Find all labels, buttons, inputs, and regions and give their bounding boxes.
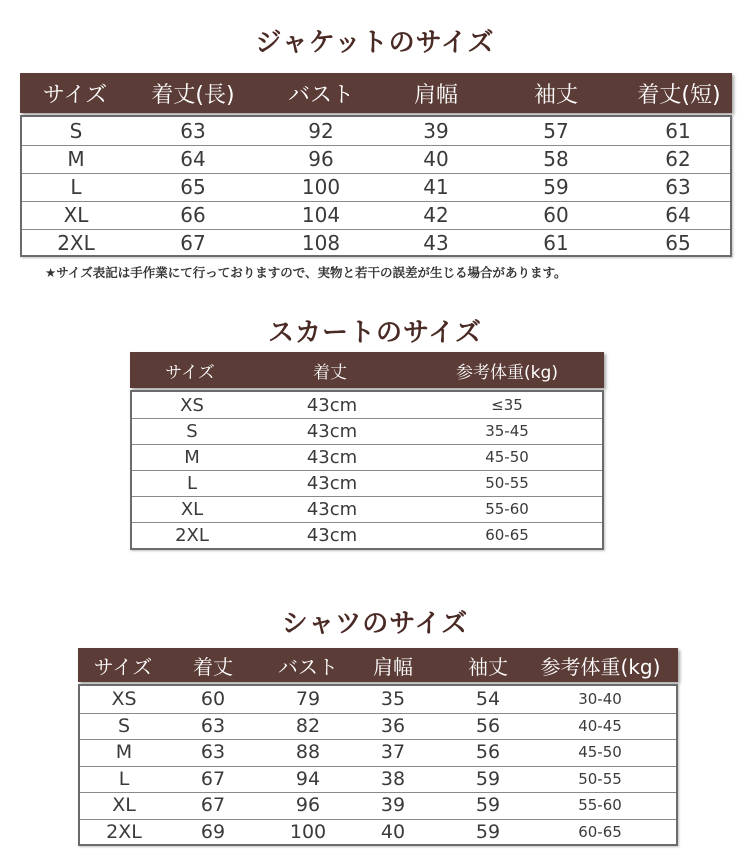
shirt-col-shoulder: 肩幅: [373, 654, 413, 679]
skirt-table: [130, 390, 604, 550]
skirt-cell: 43cm: [306, 472, 358, 494]
jacket-cell: 59: [543, 175, 569, 199]
jacket-cell: 61: [665, 119, 691, 143]
jacket-cell: 67: [180, 231, 206, 255]
jacket-cell: 61: [543, 231, 569, 255]
skirt-cell: ≤35: [491, 396, 523, 414]
table-row: [80, 792, 676, 820]
shirt-col-sleeve: 袖丈: [468, 654, 508, 679]
table-row: [22, 201, 730, 230]
shirt-cell: 67: [200, 767, 226, 790]
shirt-cell: M: [115, 741, 133, 764]
shirt-cell: 63: [200, 714, 226, 737]
skirt-cell: 43cm: [306, 394, 358, 416]
table-row: [132, 470, 602, 497]
jacket-title: ジャケットのサイズ: [255, 28, 495, 58]
shirt-cell: 35: [380, 688, 406, 711]
shirt-cell: 94: [295, 767, 321, 790]
shirt-cell: 96: [295, 794, 321, 817]
shirt-cell: 30-40: [578, 690, 622, 709]
shirt-cell: 50-55: [578, 769, 622, 788]
shirt-cell: 45-50: [578, 743, 622, 762]
table-row: [132, 522, 602, 548]
table-row: [80, 819, 676, 846]
table-row: [22, 229, 730, 257]
table-row: [80, 686, 676, 714]
jacket-header-row: [20, 73, 732, 113]
jacket-cell: 92: [308, 119, 334, 143]
shirt-cell: XL: [112, 794, 136, 817]
shirt-cell: 54: [475, 688, 501, 711]
shirt-cell: 59: [475, 794, 501, 817]
skirt-cell: 60-65: [485, 526, 529, 544]
shirt-cell: 38: [380, 767, 406, 790]
jacket-cell: 66: [180, 203, 206, 227]
table-row: [132, 418, 602, 445]
skirt-cell: M: [184, 446, 200, 468]
jacket-cell: 65: [665, 231, 691, 255]
jacket-cell: 63: [665, 175, 691, 199]
shirt-cell: 36: [380, 714, 406, 737]
jacket-col-size: サイズ: [42, 82, 108, 108]
jacket-cell: 63: [180, 119, 206, 143]
jacket-col-bust: バスト: [287, 82, 354, 108]
shirt-cell: 40: [380, 820, 406, 843]
jacket-cell: 62: [665, 147, 691, 171]
shirt-cell: 40-45: [578, 716, 622, 735]
shirt-cell: 2XL: [106, 820, 142, 843]
shirt-cell: 63: [200, 741, 226, 764]
shirt-cell: 60: [200, 688, 226, 711]
jacket-cell: XL: [63, 203, 89, 227]
jacket-cell: S: [69, 119, 83, 143]
table-row: [80, 766, 676, 794]
skirt-cell: 50-55: [485, 474, 529, 492]
skirt-cell: 43cm: [306, 446, 358, 468]
jacket-cell: 42: [423, 203, 449, 227]
skirt-cell: 43cm: [306, 524, 358, 546]
size-disclaimer-note: ★サイズ表記は手作業にて行っておりますので、実物と若干の誤差が生じる場合があります。: [45, 265, 567, 280]
shirt-title: シャツのサイズ: [281, 609, 469, 639]
jacket-cell: 43: [423, 231, 449, 255]
jacket-cell: 41: [423, 175, 449, 199]
shirt-col-weight: 参考体重(kg): [540, 654, 661, 679]
jacket-cell: 40: [423, 147, 449, 171]
table-row: [80, 739, 676, 767]
skirt-cell: 43cm: [306, 420, 358, 442]
table-row: [80, 713, 676, 741]
jacket-cell: 60: [543, 203, 569, 227]
skirt-cell: 55-60: [485, 500, 529, 518]
jacket-cell: 58: [543, 147, 569, 171]
shirt-col-bust: バスト: [278, 654, 338, 679]
shirt-cell: 60-65: [578, 822, 622, 841]
jacket-col-length-long: 着丈(長): [151, 82, 235, 108]
shirt-cell: 55-60: [578, 796, 622, 815]
skirt-cell: 45-50: [485, 448, 529, 466]
shirt-cell: 67: [200, 794, 226, 817]
skirt-cell: L: [186, 472, 198, 494]
jacket-table: [20, 115, 732, 257]
jacket-col-length-short: 着丈(短): [637, 82, 721, 108]
table-row: [132, 496, 602, 523]
skirt-col-weight: 参考体重(kg): [456, 362, 558, 383]
jacket-cell: 100: [301, 175, 341, 199]
jacket-cell: 108: [301, 231, 341, 255]
jacket-cell: 39: [423, 119, 449, 143]
shirt-cell: 79: [295, 688, 321, 711]
jacket-cell: 2XL: [57, 231, 95, 255]
shirt-cell: 39: [380, 794, 406, 817]
shirt-cell: 100: [289, 820, 327, 843]
skirt-col-length: 着丈: [313, 362, 347, 383]
skirt-cell: S: [186, 420, 198, 442]
shirt-cell: 69: [200, 820, 226, 843]
jacket-cell: L: [70, 175, 82, 199]
jacket-cell: 104: [301, 203, 341, 227]
skirt-cell: XL: [180, 498, 204, 520]
shirt-cell: XS: [111, 688, 137, 711]
jacket-cell: 57: [543, 119, 569, 143]
jacket-cell: 64: [180, 147, 206, 171]
shirt-cell: L: [118, 767, 130, 790]
table-row: [132, 392, 602, 419]
skirt-cell: 43cm: [306, 498, 358, 520]
shirt-cell: 56: [475, 714, 501, 737]
jacket-cell: M: [67, 147, 85, 171]
jacket-col-shoulder: 肩幅: [413, 82, 458, 108]
shirt-col-size: サイズ: [93, 654, 153, 679]
skirt-col-size: サイズ: [165, 362, 215, 383]
skirt-title: スカートのサイズ: [268, 318, 482, 348]
shirt-cell: 82: [295, 714, 321, 737]
skirt-cell: 35-45: [485, 422, 529, 440]
table-row: [22, 173, 730, 202]
shirt-header-row: [78, 648, 678, 682]
jacket-cell: 96: [308, 147, 334, 171]
table-row: [22, 145, 730, 174]
shirt-col-length: 着丈: [193, 654, 233, 679]
jacket-cell: 65: [180, 175, 206, 199]
shirt-cell: 56: [475, 741, 501, 764]
skirt-cell: 2XL: [175, 524, 209, 546]
shirt-cell: 88: [295, 741, 321, 764]
skirt-header-row: [130, 352, 604, 388]
jacket-col-sleeve: 袖丈: [533, 82, 578, 108]
table-row: [22, 117, 730, 146]
skirt-cell: XS: [180, 394, 204, 416]
shirt-cell: S: [117, 714, 131, 737]
shirt-cell: 59: [475, 820, 501, 843]
table-row: [132, 444, 602, 471]
shirt-table: [78, 684, 678, 846]
shirt-cell: 37: [380, 741, 406, 764]
jacket-cell: 64: [665, 203, 691, 227]
shirt-cell: 59: [475, 767, 501, 790]
